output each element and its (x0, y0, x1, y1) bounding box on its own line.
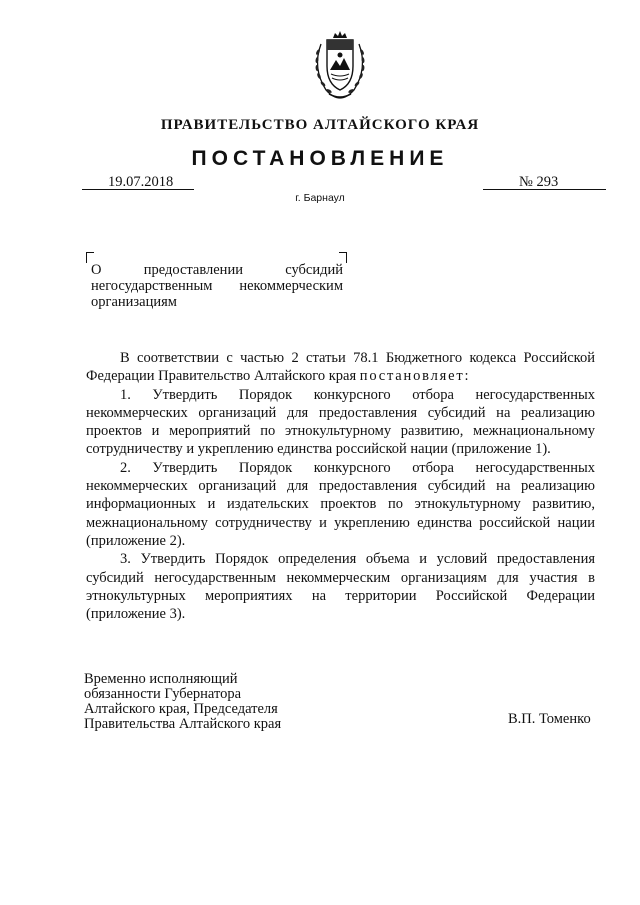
signatory-position-line: обязанности Губернатора (84, 686, 242, 702)
preamble-text: В соответствии с частью 2 статьи 78.1 Бюджетного кодекса Российской Федерации Правительство Алтайского края (86, 350, 595, 385)
document-body (86, 349, 595, 623)
government-title: ПРАВИТЕЛЬСТВО АЛТАЙСКОГО КРАЯ (160, 117, 480, 133)
document-subject: О предоставлении субсидий негосударственным некоммерческим организациям (91, 262, 343, 310)
preamble (86, 349, 595, 386)
document-date: 19.07.2018 (108, 174, 174, 190)
clause-1: 1. Утвердить Порядок конкурсного отбора негосударственных некоммерческих организаций для предоставления субсидий на реализацию проектов и мероприятий по этнокультурному развитию, межнациональному сотрудничеству и укреплению единства российской нации (приложение 1). (86, 386, 595, 458)
signatory-position-line: Временно исполняющий (84, 671, 238, 687)
signatory-position-line: Правительства Алтайского края (84, 716, 282, 732)
document-number: № 293 (519, 174, 559, 190)
coat-of-arms-icon (311, 28, 369, 102)
document-type: ПОСТАНОВЛЕНИЕ (191, 147, 449, 170)
signatory-position-line: Алтайского края, Председателя (84, 701, 278, 717)
number-underline (483, 189, 606, 190)
city: г. Барнаул (295, 192, 345, 204)
clause-2: 2. Утвердить Порядок конкурсного отбора негосударственных некоммерческих организаций для предоставления субсидий на реализацию информационных и издательских проектов по этнокультурному развитию, межнациональному сотрудничеству и укреплению единства российской нации (приложение 2). (86, 459, 595, 549)
preamble-action: постановляет: (359, 368, 471, 385)
clause-3: 3. Утвердить Порядок определения объема и условий предоставления субсидий негосударственным некоммерческим организациям для участия в этнокультурных мероприятиях на территории Российской Федерации (приложение 3). (86, 551, 595, 623)
date-underline (82, 189, 194, 190)
signatory-position (84, 672, 344, 732)
signatory-name: В.П. Томенко (508, 711, 591, 727)
